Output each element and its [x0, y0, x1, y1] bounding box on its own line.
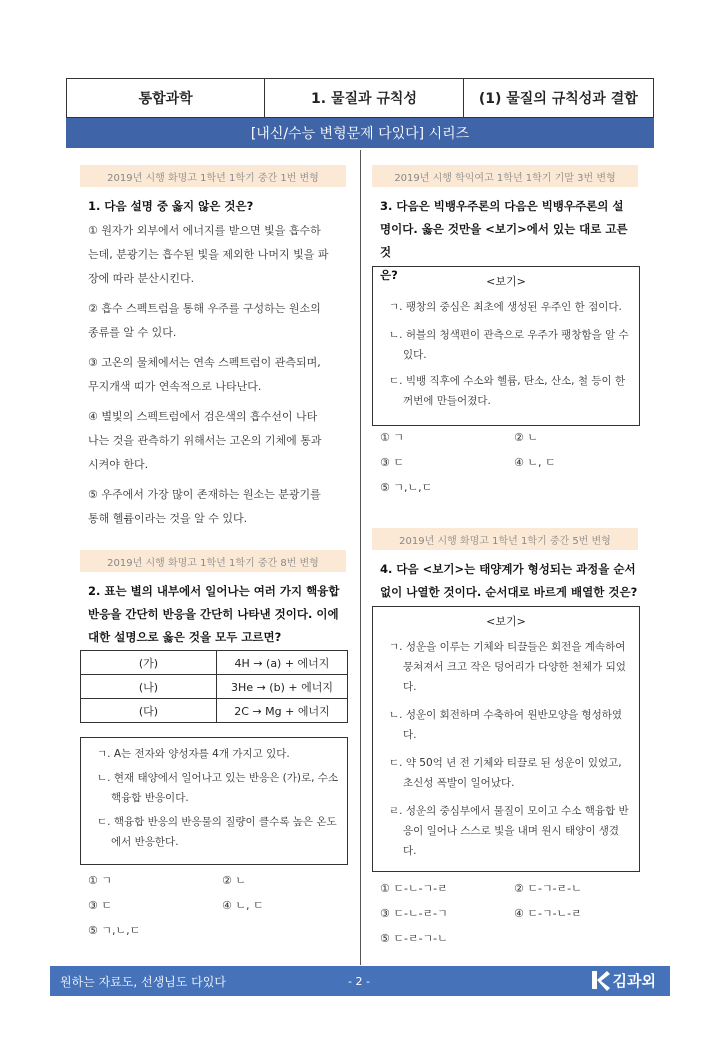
q3-choice-2: ② ㄴ [514, 431, 538, 444]
q2-choice-2: ② ㄴ [222, 874, 246, 887]
q2-choice-5: ⑤ ㄱ,ㄴ,ㄷ [88, 924, 141, 937]
reaction-label: (나) [81, 675, 217, 699]
q2-choice-3: ③ ㄷ [88, 899, 112, 912]
series-banner: [내신/수능 변형문제 다있다] 시리즈 [66, 118, 654, 148]
q2-statement-box [80, 737, 348, 865]
q2-statement-2: ㄴ. 현재 태양에서 일어나고 있는 반응은 (가)로, 수소 핵융합 반응이다. [97, 772, 339, 804]
q4-choice-2: ② ㄷ-ㄱ-ㄹ-ㄴ [514, 882, 582, 895]
q4-boki-item-4: ㄹ. 성운의 중심부에서 물질이 모이고 수소 핵융합 반응이 일어나 스스로 빛을 내며 원시 태양이 생겼다. [389, 805, 629, 857]
q4-title [380, 558, 642, 604]
q3-boki-title: <보기> [486, 275, 526, 288]
q1-option-4a: ④ 별빛의 스펙트럼에서 검은색의 흡수선이 나타 [88, 410, 318, 423]
header-table [66, 78, 654, 118]
q3-boki-item-3: ㄷ. 빅뱅 직후에 수소와 헬륨, 탄소, 산소, 철 등이 한꺼번에 만들어졌다. [389, 375, 626, 407]
q3-title-line2: 명이다. 옳은 것만을 <보기>에서 있는 대로 고른 것 [380, 222, 628, 259]
table-row [81, 675, 348, 699]
q1-option-4c: 시켜야 한다. [88, 458, 149, 471]
q4-title-line2: 없이 나열한 것이다. 순서대로 바르게 배열한 것은? [380, 585, 638, 599]
q2-title-line2: 반응을 간단히 반응을 간단히 나타낸 것이다. 이에 [88, 607, 339, 621]
q2-choice-1: ① ㄱ [88, 874, 112, 887]
q3-title-line3: 은? [380, 268, 398, 282]
q1-option-4b: 나는 것을 관측하기 위해서는 고온의 기체에 통과 [88, 434, 322, 447]
q2-source: 2019년 시행 화명고 1학년 1학기 중간 8번 변형 [80, 550, 346, 572]
reaction-label: (가) [81, 651, 217, 675]
q4-boki-item-2: ㄴ. 성운이 회전하며 수축하여 원반모양을 형성하였다. [389, 709, 623, 741]
reaction-table [80, 650, 348, 723]
q2-title [88, 580, 350, 649]
q4-boki-title: <보기> [486, 615, 526, 628]
footer-bar [50, 966, 670, 996]
q4-boki-item-3: ㄷ. 약 50억 년 전 기체와 티끌로 된 성운이 있었고, 초신성 폭발이 일어났다. [389, 757, 622, 789]
q3-choice-1: ① ㄱ [380, 431, 404, 444]
q4-choice-3: ③ ㄷ-ㄴ-ㄹ-ㄱ [380, 907, 448, 920]
subject-cell: 통합과학 [67, 79, 265, 117]
q2-choice-4: ④ ㄴ, ㄷ [222, 899, 264, 912]
q4-boki-box [372, 606, 640, 872]
q1-options [88, 219, 350, 531]
q4-title-line1: 4. 다음 <보기>는 태양계가 형성되는 과정을 순서 [380, 562, 636, 576]
q2-statement-1: ㄱ. A는 전자와 양성자를 4개 가지고 있다. [97, 748, 290, 760]
table-row [81, 651, 348, 675]
q4-choice-4: ④ ㄷ-ㄱ-ㄴ-ㄹ [514, 907, 582, 920]
q1-title: 1. 다음 설명 중 옳지 않은 것은? [88, 199, 254, 213]
chapter-cell: 1. 물질과 규칙성 [265, 79, 463, 117]
q1-option-5a: ⑤ 우주에서 가장 많이 존재하는 원소는 분광기를 [88, 488, 321, 501]
q1-source: 2019년 시행 화명고 1학년 1학기 중간 1번 변형 [80, 165, 346, 187]
q1-option-1b: 는데, 분광기는 흡수된 빛을 제외한 나머지 빛을 파 [88, 248, 329, 261]
q4-source: 2019년 시행 화명고 1학년 1학기 중간 5번 변형 [372, 528, 638, 550]
q4-boki-item-1: ㄱ. 성운을 이루는 기체와 티끌들은 회전을 계속하여 뭉쳐져서 크고 작은 덩어리가 다양한 천체가 되었다. [389, 641, 626, 693]
q4-choice-5: ⑤ ㄷ-ㄹ-ㄱ-ㄴ [380, 932, 448, 945]
q3-boki-item-1: ㄱ. 팽창의 중심은 최초에 생성된 우주인 한 점이다. [389, 301, 622, 313]
q3-choice-4: ④ ㄴ, ㄷ [514, 456, 556, 469]
q3-choice-3: ③ ㄷ [380, 456, 404, 469]
q1-option-1a: ① 원자가 외부에서 에너지를 받으면 빛을 흡수하 [88, 224, 321, 237]
q3-boki-item-2: ㄴ. 허블의 청색편이 관측으로 우주가 팽창함을 알 수 있다. [389, 329, 629, 361]
table-row [81, 699, 348, 723]
footer-slogan: 원하는 자료도, 선생님도 다있다 [60, 974, 226, 989]
reaction-equation: 2C → Mg + 에너지 [217, 699, 348, 723]
brand-name: 김과외 [612, 971, 656, 990]
q3-title-line1: 3. 다음은 빅뱅우주론의 다음은 빅뱅우주론의 설 [380, 199, 624, 213]
q1-option-3a: ③ 고온의 물체에서는 연속 스펙트럼이 관측되며, [88, 356, 321, 369]
reaction-label: (다) [81, 699, 217, 723]
page-number: - 2 - [348, 974, 370, 988]
brand-logo [591, 969, 656, 991]
q1-option-3b: 무지개색 띠가 연속적으로 나타난다. [88, 380, 262, 393]
q2-title-line1: 2. 표는 별의 내부에서 일어나는 여러 가지 핵융합 [88, 584, 340, 598]
q3-choice-5: ⑤ ㄱ,ㄴ,ㄷ [380, 481, 433, 494]
q3-boki-box [372, 266, 640, 426]
k-logo-icon [591, 969, 611, 991]
q1-option-1c: 장에 따라 분산시킨다. [88, 272, 195, 285]
reaction-equation: 3He → (b) + 에너지 [217, 675, 348, 699]
reaction-equation: 4H → (a) + 에너지 [217, 651, 348, 675]
q1-option-2b: 종류를 알 수 있다. [88, 326, 177, 339]
q4-choice-1: ① ㄷ-ㄴ-ㄱ-ㄹ [380, 882, 448, 895]
column-divider [360, 150, 361, 965]
section-cell: (1) 물질의 규칙성과 결합 [478, 91, 638, 107]
q2-statement-3: ㄷ. 핵융합 반응의 반응물의 질량이 클수록 높은 온도에서 반응한다. [97, 816, 337, 848]
q3-source: 2019년 시행 학익여고 1학년 1학기 기말 3번 변형 [372, 165, 638, 187]
q1-option-2a: ② 흡수 스펙트럼을 통해 우주를 구성하는 원소의 [88, 302, 321, 315]
q1-option-5b: 통해 헬륨이라는 것을 알 수 있다. [88, 512, 248, 525]
q2-title-line3: 대한 설명으로 옳은 것을 모두 고르면? [88, 630, 282, 644]
